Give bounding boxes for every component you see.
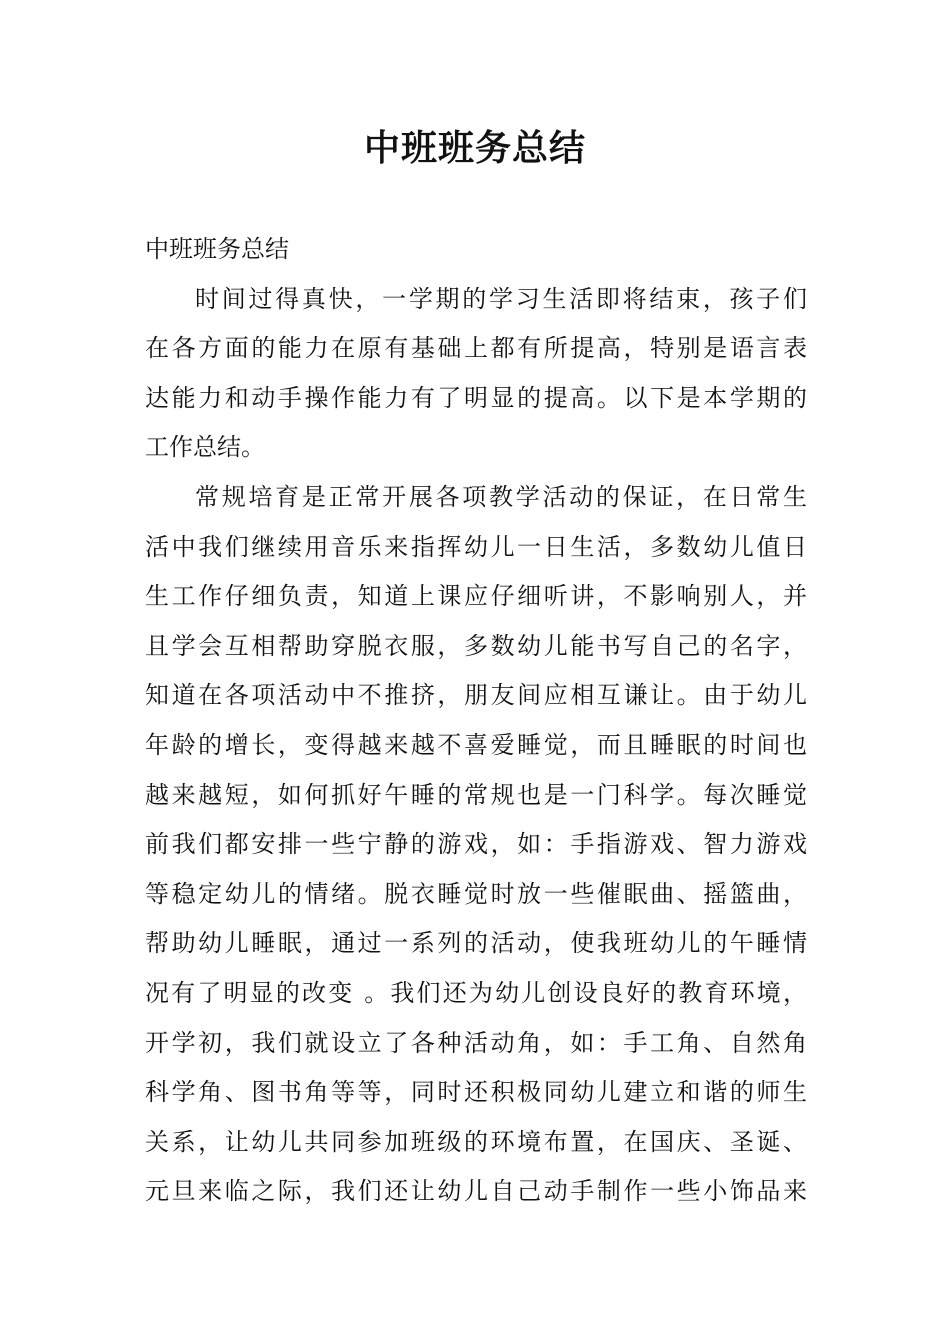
paragraph-line: 在各方面的能力在原有基础上都有所提高，特别是语言表 [145, 334, 807, 363]
document-body [145, 225, 807, 1217]
paragraph-line: 知道在各项活动中不推挤，朋友间应相互谦让。由于幼儿 [145, 681, 807, 710]
paragraph-line: 活中我们继续用音乐来指挥幼儿一日生活，多数幼儿值日 [145, 532, 807, 561]
section-heading: 中班班务总结 [145, 235, 289, 263]
document-title: 中班班务总结 [363, 127, 586, 169]
paragraph-1 [145, 275, 807, 473]
paragraph-line: 时间过得真快，一学期的学习生活即将结束，孩子们 [195, 284, 807, 313]
paragraph-line: 达能力和动手操作能力有了明显的提高。以下是本学期的 [145, 383, 807, 412]
paragraph-line: 帮助幼儿睡眠，通过一系列的活动，使我班幼儿的午睡情 [145, 929, 807, 958]
paragraph-line: 等稳定幼儿的情绪。脱衣睡觉时放一些催眠曲、摇篮曲， [145, 879, 807, 908]
paragraph-line: 况有了明显的改变 。我们还为幼儿创设良好的教育环境， [145, 978, 807, 1007]
paragraph-line: 元旦来临之际，我们还让幼儿自己动手制作一些小饰品来 [145, 1177, 807, 1206]
paragraph-line: 前我们都安排一些宁静的游戏，如：手指游戏、智力游戏 [145, 830, 807, 859]
paragraph-line: 生工作仔细负责，知道上课应仔细听讲，不影响别人，并 [145, 582, 807, 611]
paragraph-line: 开学初，我们就设立了各种活动角，如：手工角、自然角 [145, 1028, 807, 1057]
paragraph-line: 常规培育是正常开展各项教学活动的保证，在日常生 [195, 482, 807, 511]
paragraph-line: 工作总结。 [145, 433, 265, 462]
paragraph-line: 且学会互相帮助穿脱衣服，多数幼儿能书写自己的名字， [145, 631, 807, 660]
paragraph-line: 越来越短，如何抓好午睡的常规也是一门科学。每次睡觉 [145, 780, 807, 809]
paragraph-line: 科学角、图书角等等，同时还积极同幼儿建立和谐的师生 [145, 1078, 807, 1107]
paragraph-line: 年龄的增长，变得越来越不喜爱睡觉，而且睡眠的时间也 [145, 730, 807, 759]
paragraph-2 [145, 473, 807, 1217]
paragraph-line: 关系，让幼儿共同参加班级的环境布置，在国庆、圣诞、 [145, 1127, 807, 1156]
